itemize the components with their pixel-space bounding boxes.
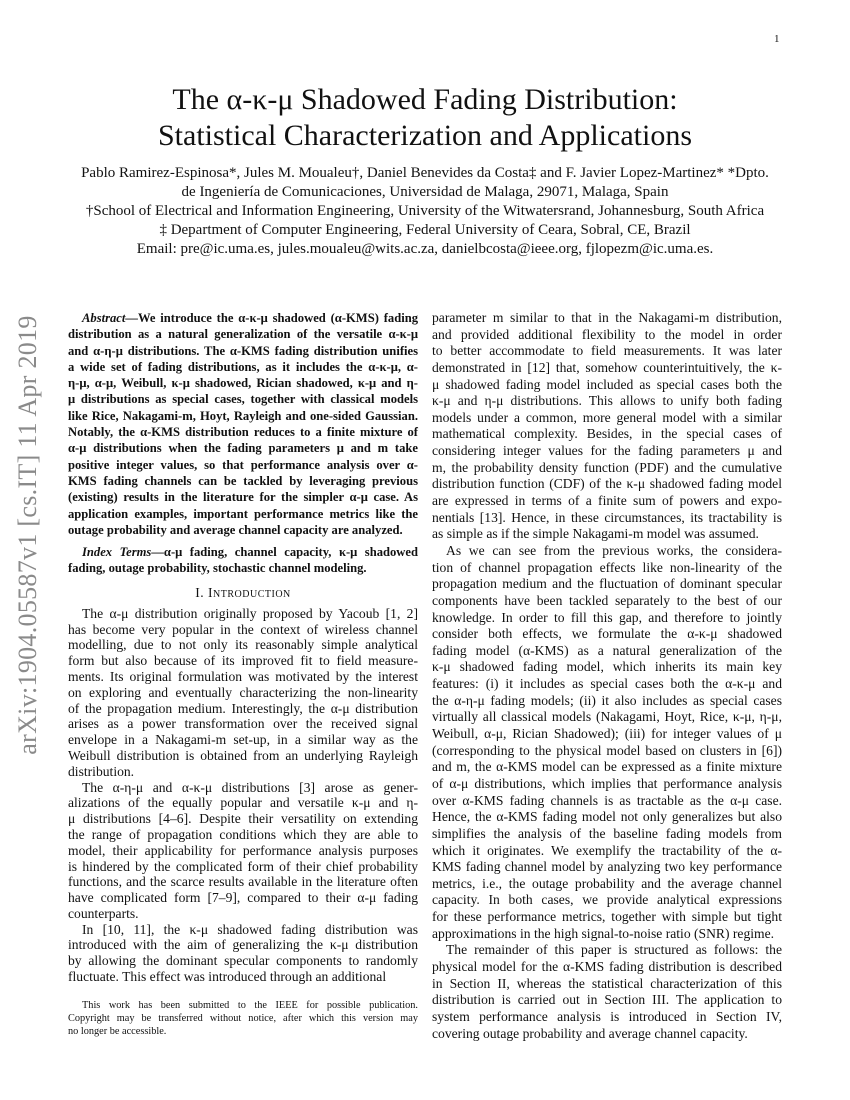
text-line: functions, and the scarce results available in the literature often xyxy=(68,874,418,890)
text-line: system performance analysis is introduced in Section IV, xyxy=(432,1008,782,1024)
text-line: modelling, due to not only its reasonably simple analytical xyxy=(68,637,418,653)
text-line: in Section II, whereas the statistical characterization of this xyxy=(432,975,782,991)
text-line: has become very popular in the context of wireless channel xyxy=(68,621,418,637)
text-line: κ-μ and η-μ distributions. This allows to unify both fading xyxy=(432,393,782,409)
text-line: and provided additional flexibility to the model in order xyxy=(432,326,782,342)
abstract-line: application examples, important performance metrics like the xyxy=(68,506,418,521)
paragraph xyxy=(432,310,782,543)
authors-line: Pablo Ramirez-Espinosa*, Jules M. Moualeu†, Daniel Benevides da Costa‡ and F. Javier Lopez-Martinez* *Dpto. xyxy=(81,165,769,181)
text-line: κ-μ shadowed fading model, which inherits its main key xyxy=(432,659,782,675)
index-terms-label: Index Terms— xyxy=(82,545,164,560)
right-column-body xyxy=(432,310,782,1042)
abstract-line xyxy=(68,310,418,326)
text-line: As we can see from the previous works, the considera- xyxy=(446,542,782,558)
footnote-line: This work has been submitted to the IEEE for possible publication. xyxy=(82,1000,418,1011)
text-line: nentials [13]. Hence, in these circumstances, its tractability is xyxy=(432,509,782,525)
text-line: introduced with the aim of generalizing the κ-μ distribution xyxy=(68,937,418,953)
text-line: have complicated form [7–9], compared to their α-μ fading xyxy=(68,890,418,906)
footnote xyxy=(68,999,418,1038)
text-line: tion of channel propagation effects like non-linearity of the xyxy=(432,559,782,575)
text-line: propagation medium and the fluctuation of dominant specular xyxy=(432,576,782,592)
text-line: The α-η-μ and α-κ-μ distributions [3] arose as gener- xyxy=(82,779,418,795)
text-line: considering integer values for the fading parameters μ and xyxy=(432,443,782,459)
text-line: physical model for the α-KMS fading distribution is described xyxy=(432,958,782,974)
text-line: covering outage probability and average channel capacity. xyxy=(432,1025,748,1041)
text-line: envelope in a Nakagami-m set-up, in a similar way as the xyxy=(68,732,418,748)
left-column xyxy=(68,310,418,985)
index-terms-line xyxy=(68,544,418,560)
section-heading-introduction: I. Introduction xyxy=(195,584,291,600)
affiliation-malaga: de Ingeniería de Comunicaciones, Universidad de Malaga, 29071, Malaga, Spain xyxy=(181,184,669,200)
text-line: simplifies the analysis of the baseline fading models from xyxy=(432,825,782,841)
arxiv-identifier-stamp[interactable]: arXiv:1904.05587v1 [cs.IT] 11 Apr 2019 xyxy=(13,315,42,755)
paper-title-line-1: The α-κ-μ Shadowed Fading Distribution: xyxy=(172,83,678,116)
text-line: KMS fading channel model by analyzing two key performance xyxy=(432,859,782,875)
text-line: to better accommodate to field measurements. It was later xyxy=(432,343,782,359)
text-line: are expressed in terms of a finite sum of powers and expo- xyxy=(432,493,782,509)
abstract-label: Abstract— xyxy=(82,311,138,325)
text-line: of the propagation medium. Interestingly, the α-μ distribution xyxy=(68,700,418,716)
text-line: fluctuate. This effect was introduced through an additional xyxy=(68,969,387,985)
text-line: In [10, 11], the κ-μ shadowed fading distribution was xyxy=(82,921,418,937)
paragraph xyxy=(432,942,782,1042)
abstract-line: outage probability and average channel capacity are analyzed. xyxy=(68,522,403,537)
paragraph xyxy=(68,922,418,985)
text-line: fading model (α-KMS) as a natural generalization of the xyxy=(432,642,782,658)
text-line: approximations in the high signal-to-noise ratio (SNR) regime. xyxy=(432,925,775,941)
text-line-content: We introduce the α-κ-μ shadowed (α-KMS) fading xyxy=(137,311,418,325)
text-line: m, the probability density function (PDF) and the cumulative xyxy=(432,459,782,475)
paragraph xyxy=(68,780,418,922)
text-line: alizations of the equally popular and versatile κ-μ and η- xyxy=(68,795,418,811)
text-line: model, their applicability for performance analysis purposes xyxy=(68,842,418,858)
text-line: features: (i) it includes as special cases both the α-κ-μ and xyxy=(432,676,782,692)
author-emails: Email: pre@ic.uma.es, jules.moualeu@wits.ac.za, danielbcosta@ieee.org, fjlopezm@ic.uma.es. xyxy=(136,241,714,257)
abstract-line: Notably, the α-KMS distribution reduces to a finite mixture of xyxy=(68,425,418,440)
text-line: by allowing the dominant specular components to randomly xyxy=(68,953,418,969)
introduction-body xyxy=(68,606,418,985)
abstract-line: positive integer values, so that performance analysis over α- xyxy=(68,457,418,472)
text-line: μ shadowed fading model included as special cases both the xyxy=(432,376,782,392)
text-line: Weibull, α-μ, Rician Shadowed); (iii) for integer values of μ xyxy=(432,726,782,742)
text-line: and m, the α-KMS model can be expressed as a finite mixture xyxy=(432,759,782,775)
text-line: Hence, the α-KMS fading model not only generalizes but also xyxy=(432,809,782,825)
abstract-line: μ distributions as special cases, together with classical models xyxy=(68,392,418,407)
paper-title-line-2: Statistical Characterization and Applications xyxy=(157,119,692,152)
text-line: The α-μ distribution originally proposed by Yacoub [1, 2] xyxy=(82,605,418,621)
text-line: consider both effects, we formulate the α-κ-μ shadowed xyxy=(432,626,782,642)
text-line: arises as a power transformation over the received signal xyxy=(68,716,418,732)
text-line: capacity. In both cases, we provide analytical expressions xyxy=(432,892,782,908)
index-terms-line: fading, outage probability, stochastic channel modeling. xyxy=(68,561,367,576)
text-line: as simple as if the simple Nakagami-m model was assumed. xyxy=(432,526,759,542)
text-line: the α-η-μ fading models; (ii) it also includes as special cases xyxy=(432,692,782,708)
text-line: Weibull distribution is obtained from an underlying Rayleigh xyxy=(68,747,418,763)
abstract-line: a wide set of fading distributions, as it includes the α-κ-μ, α- xyxy=(68,359,418,374)
abstract-line: η-μ, α-μ, Weibull, κ-μ shadowed, Rician shadowed, κ-μ and η- xyxy=(68,376,418,391)
text-line: of α-μ distributions, which implies that performance analysis xyxy=(432,775,782,791)
text-line: on exploring and eventually characterizing the non-linearity xyxy=(68,684,418,700)
text-line-content: α-μ fading, channel capacity, κ-μ shadowed xyxy=(163,545,418,560)
text-line: parameter m similar to that in the Nakagami-m distribution, xyxy=(432,310,782,325)
page-number: 1 xyxy=(774,33,780,45)
abstract-line: α-μ distributions when the fading parameters μ and m take xyxy=(68,441,418,456)
paragraph xyxy=(432,543,782,942)
text-line: is hindered by the complicated form of their chief probability xyxy=(68,858,418,874)
affiliation-ceara: ‡ Department of Computer Engineering, Federal University of Ceara, Sobral, CE, Brazil xyxy=(159,222,691,238)
text-line: ments. Its original formulation was motivated by the interest xyxy=(68,668,418,684)
abstract-line: like Rice, Nakagami-m, Hoyt, Rayleigh and one-sided Gaussian. xyxy=(68,408,418,423)
text-line: which it originates. We exemplify the tractability of the α- xyxy=(432,842,782,858)
text-line: knowledge. In order to fill this gap, and therefore to jointly xyxy=(432,609,782,625)
abstract-line: (existing) results in the literature for the simpler α-μ case. As xyxy=(68,490,418,505)
text-line: distribution is carried out in Section III. The application to xyxy=(432,992,782,1008)
text-line: components have been tackled separately to the best of our xyxy=(432,592,782,608)
text-line: metrics, i.e., the outage probability and the average channel xyxy=(432,875,782,891)
right-column xyxy=(432,310,782,1042)
text-line: form but also because of its improved fit to field measure- xyxy=(68,653,418,669)
text-line: (corresponding to the physical model based on clusters in [6]) xyxy=(432,742,782,758)
text-line: models under a common, more general model with a similar xyxy=(432,409,782,425)
text-line: distribution. xyxy=(68,763,135,779)
text-line: virtually all classical models (Nakagami, Hoyt, Rice, κ-μ, η-μ, xyxy=(432,709,782,725)
abstract-line: distribution as a natural generalization of the versatile α-κ-μ xyxy=(68,327,418,342)
footnote-line: Copyright may be transferred without notice, after which this version may xyxy=(68,1013,418,1024)
footnote-line: no longer be accessible. xyxy=(68,1026,167,1037)
text-line: demonstrated in [12] that, somehow counterintuitively, the κ- xyxy=(432,359,782,375)
text-line: over α-KMS fading channels is as tractable as the α-μ case. xyxy=(432,792,782,808)
abstract xyxy=(68,310,418,538)
text-line: counterparts. xyxy=(68,905,139,921)
text-line: mathematical complexity. Besides, in the special cases of xyxy=(432,426,782,442)
abstract-line: KMS fading channels can be tackled by leveraging previous xyxy=(68,473,418,488)
abstract-line: and α-η-μ distributions. The α-KMS fading distribution unifies xyxy=(68,343,418,358)
text-line: the range of propagation conditions which they are able to xyxy=(68,826,418,842)
text-line: μ distributions [4–6]. Despite their versatility on extending xyxy=(68,811,418,827)
index-terms xyxy=(68,544,418,577)
affiliation-witwatersrand: †School of Electrical and Information Engineering, University of the Witwatersrand, Johannesburg, South Africa xyxy=(85,203,765,219)
text-line: for these performance metrics, together with simple but tight xyxy=(432,909,782,925)
paragraph xyxy=(68,606,418,780)
text-line: The remainder of this paper is structured as follows: the xyxy=(446,942,782,958)
text-line: distribution function (CDF) of the κ-μ shadowed fading model xyxy=(432,476,782,492)
